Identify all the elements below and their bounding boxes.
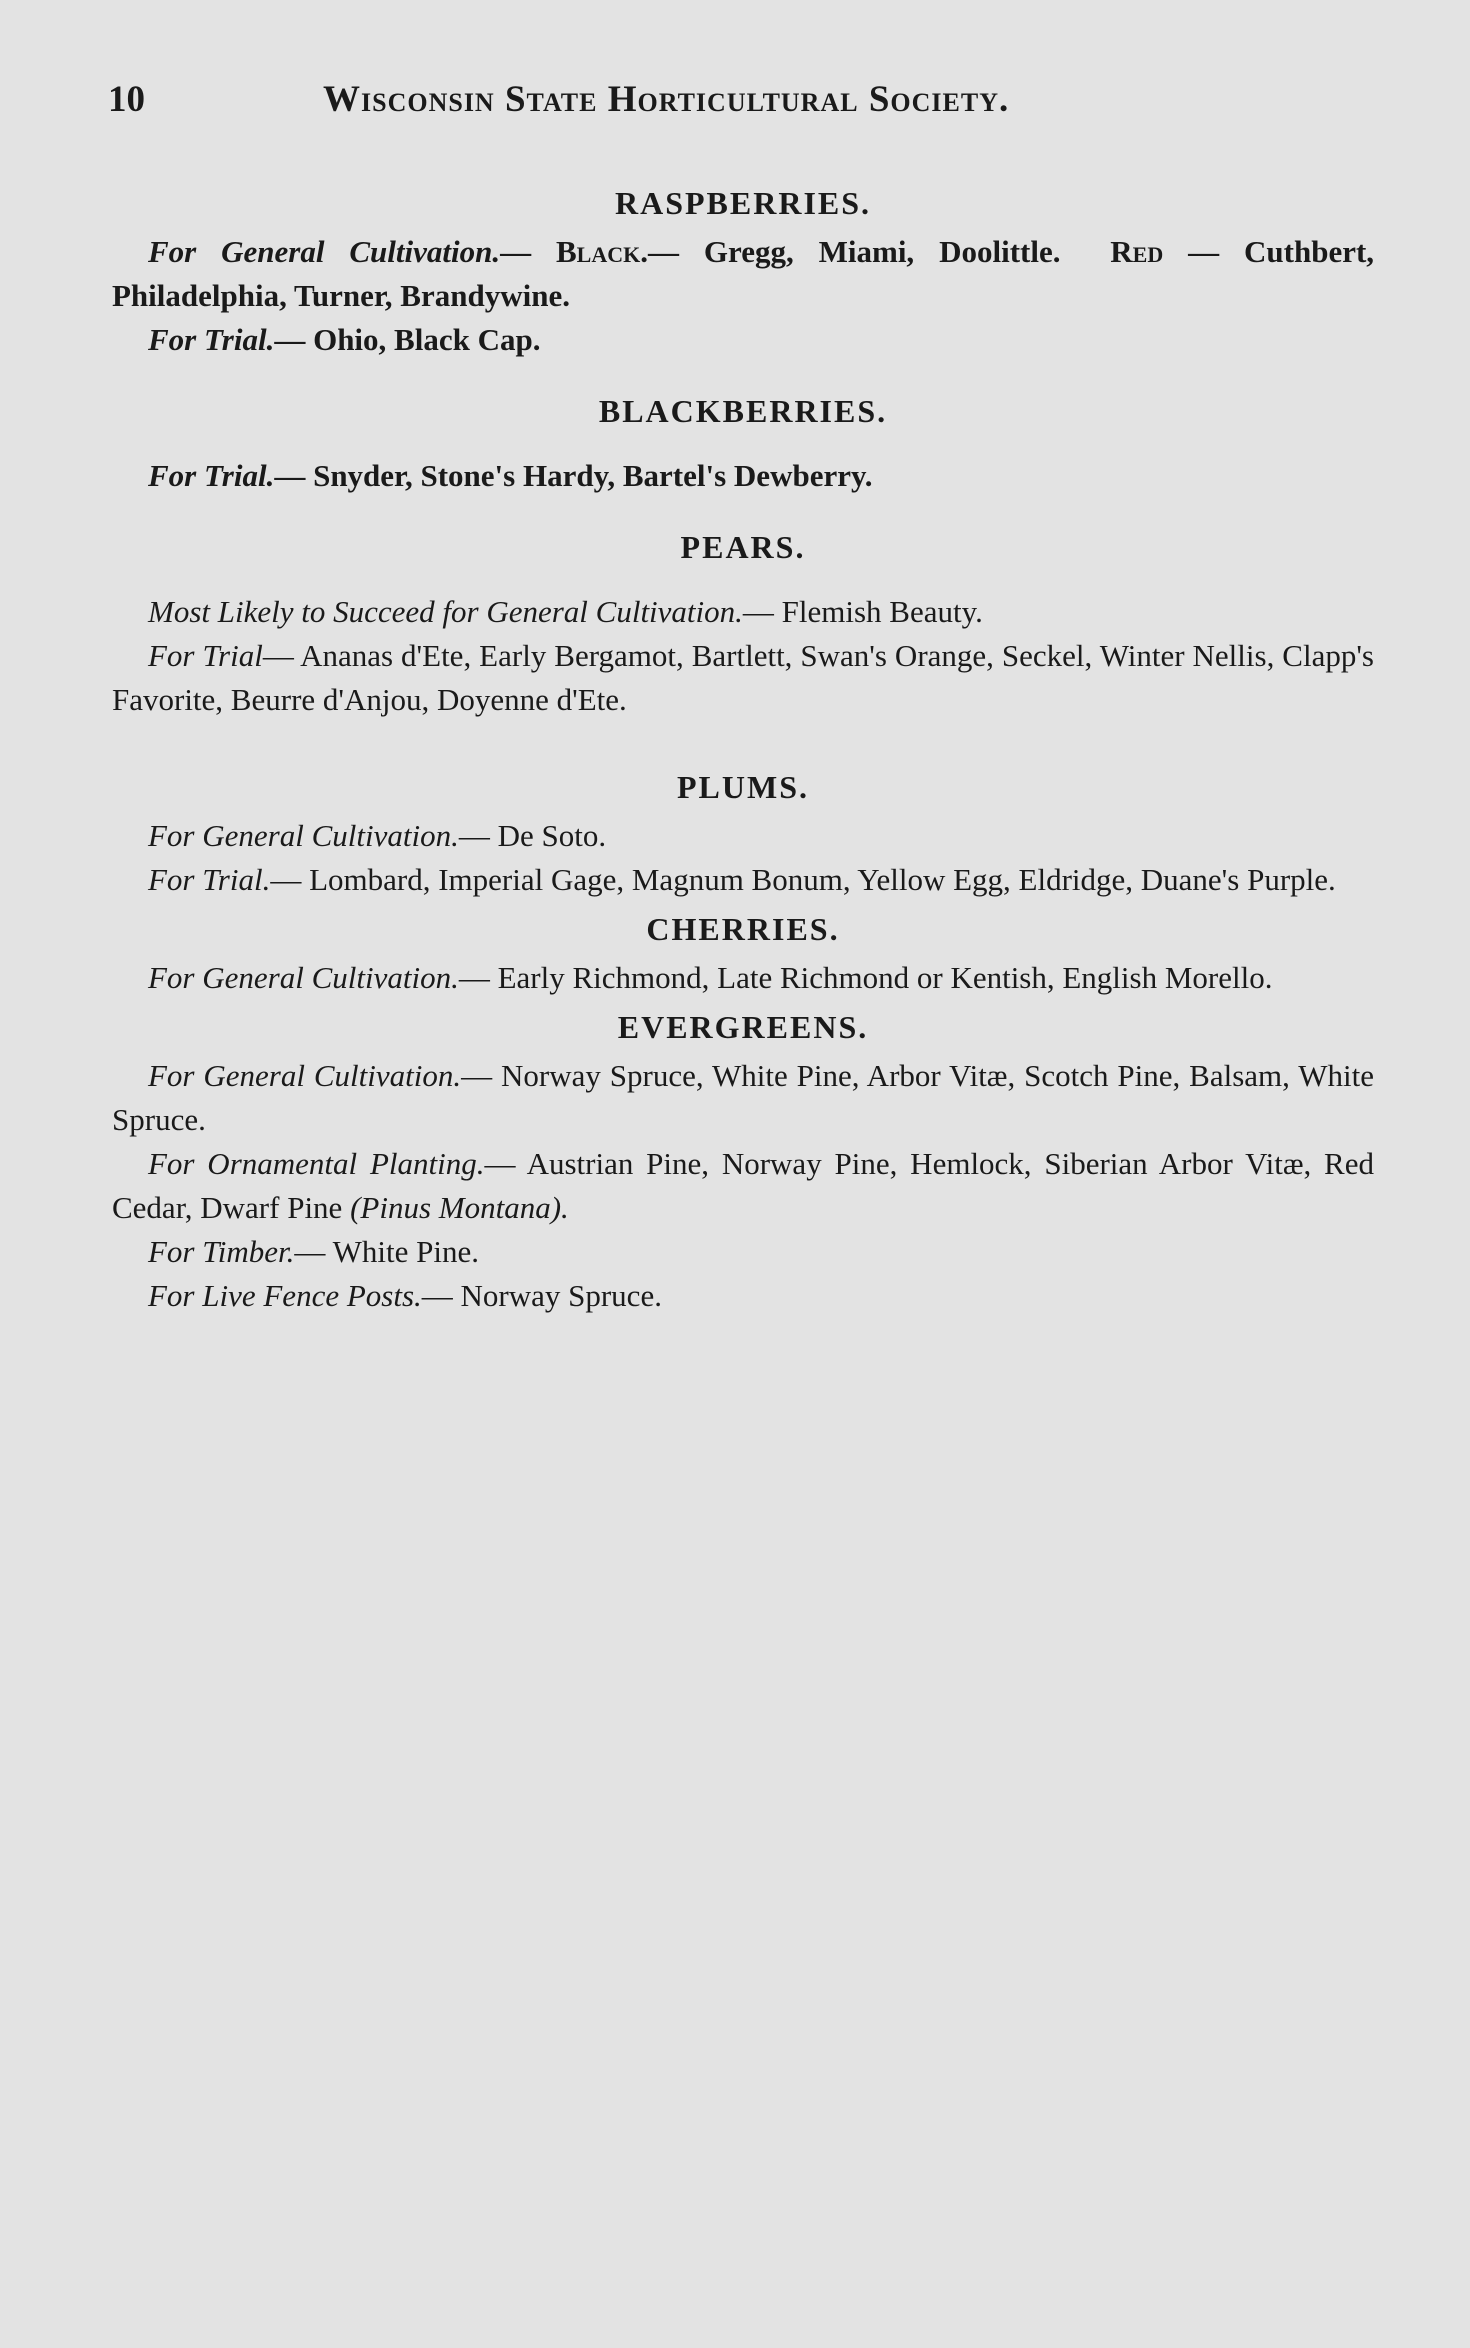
- cherries-general-paragraph: For General Cultivation.— Early Richmond, Late Richmond or Kentish, English Morello.: [148, 960, 1273, 995]
- section-heading: CHERRIES.: [646, 911, 840, 947]
- raspberries-general-label: For General Cultivation.: [148, 234, 501, 269]
- plums-general-label: For General Cultivation.: [148, 818, 459, 853]
- blackberries-trial-varieties: Snyder, Stone's Hardy, Bartel's Dewberry.: [313, 458, 873, 493]
- page-body: [112, 176, 1374, 1318]
- evergreens-ornamental-note: (Pinus Montana).: [350, 1190, 569, 1225]
- evergreens-ornamental-varieties: Austrian Pine, Norway Pine, Hemlock, Siberian Arbor Vitæ, Red Cedar, Dwarf Pine: [112, 1146, 1374, 1225]
- section-pears: [112, 520, 1374, 722]
- plums-trial-paragraph: For Trial.— Lombard, Imperial Gage, Magnum Bonum, Yellow Egg, Eldridge, Duane's Purple.: [148, 862, 1336, 897]
- raspberries-red-varieties: Cuthbert, Philadelphia, Turner, Brandywine.: [112, 234, 1375, 313]
- raspberries-trial-varieties: Ohio, Black Cap.: [313, 322, 541, 357]
- section-raspberries: [112, 176, 1374, 362]
- evergreens-timber-label: For Timber.: [148, 1234, 295, 1269]
- cherries-general-varieties: Early Richmond, Late Richmond or Kentish, English Morello.: [497, 960, 1273, 995]
- section-heading: BLACKBERRIES.: [598, 393, 888, 429]
- evergreens-timber-paragraph: For Timber.— White Pine.: [148, 1234, 479, 1269]
- pears-likely-paragraph: Most Likely to Succeed for General Cultivation.— Flemish Beauty.: [148, 594, 983, 629]
- evergreens-ornamental-paragraph: For Ornamental Planting.— Austrian Pine, Norway Pine, Hemlock, Siberian Arbor Vitæ, Red Cedar, Dwarf Pine (Pinus Montana).: [112, 1146, 1374, 1225]
- pears-trial-label: For Trial: [148, 638, 263, 673]
- blackberries-trial-paragraph: For Trial.— Snyder, Stone's Hardy, Bartel's Dewberry.: [148, 458, 873, 493]
- running-title: Wisconsin State Horticultural Society.: [323, 79, 1010, 120]
- evergreens-timber-varieties: White Pine.: [332, 1234, 479, 1269]
- evergreens-general-varieties: Norway Spruce, White Pine, Arbor Vitæ, Scotch Pine, Balsam, White Spruce.: [112, 1058, 1374, 1137]
- section-heading: PEARS.: [680, 529, 806, 565]
- raspberries-red-label: Red: [1110, 234, 1164, 269]
- plums-trial-varieties: Lombard, Imperial Gage, Magnum Bonum, Yellow Egg, Eldridge, Duane's Purple.: [309, 862, 1336, 897]
- running-header: [108, 78, 1378, 128]
- plums-general-varieties: De Soto.: [497, 818, 607, 853]
- raspberries-black-varieties: Gregg, Miami, Doolittle.: [703, 234, 1061, 269]
- evergreens-fence-varieties: Norway Spruce.: [460, 1278, 662, 1313]
- page-number: 10: [108, 79, 145, 120]
- section-cherries: [112, 902, 1374, 1000]
- evergreens-general-paragraph: For General Cultivation.— Norway Spruce, White Pine, Arbor Vitæ, Scotch Pine, Balsam, White Spruce.: [112, 1058, 1374, 1137]
- plums-trial-label: For Trial.: [148, 862, 271, 897]
- pears-trial-varieties: Ananas d'Ete, Early Bergamot, Bartlett, Swan's Orange, Seckel, Winter Nellis, Clapp's Favorite, Beurre d'Anjou, Doyenne d'Ete.: [112, 638, 1374, 717]
- section-plums: [112, 760, 1374, 902]
- plums-general-paragraph: For General Cultivation.— De Soto.: [148, 818, 607, 853]
- section-heading: RASPBERRIES.: [614, 185, 872, 221]
- raspberries-trial-label: For Trial.: [148, 322, 275, 357]
- evergreens-fence-label: For Live Fence Posts.: [148, 1278, 422, 1313]
- pears-trial-paragraph: For Trial— Ananas d'Ete, Early Bergamot, Bartlett, Swan's Orange, Seckel, Winter Nellis, Clapp's Favorite, Beurre d'Anjou, Doyenne d'Ete.: [112, 638, 1374, 717]
- raspberries-trial-paragraph: For Trial.— Ohio, Black Cap.: [148, 322, 541, 357]
- pears-likely-label: Most Likely to Succeed for General Cultivation.: [148, 594, 743, 629]
- section-heading: PLUMS.: [677, 769, 809, 805]
- pears-likely-varieties: Flemish Beauty.: [781, 594, 983, 629]
- raspberries-black-label: Black.: [556, 234, 648, 269]
- section-blackberries: [112, 384, 1374, 498]
- blackberries-trial-label: For Trial.: [148, 458, 275, 493]
- evergreens-fence-paragraph: For Live Fence Posts.— Norway Spruce.: [148, 1278, 662, 1313]
- evergreens-general-label: For General Cultivation.: [148, 1058, 462, 1093]
- raspberries-general-paragraph: For General Cultivation.— Black.— Gregg, Miami, Doolittle. Red — Cuthbert, Philadelphia, Turner, Brandywine.: [112, 234, 1375, 313]
- cherries-general-label: For General Cultivation.: [148, 960, 459, 995]
- section-evergreens: [112, 1000, 1374, 1318]
- evergreens-ornamental-label: For Ornamental Planting.: [148, 1146, 485, 1181]
- section-heading: EVERGREENS.: [617, 1009, 869, 1045]
